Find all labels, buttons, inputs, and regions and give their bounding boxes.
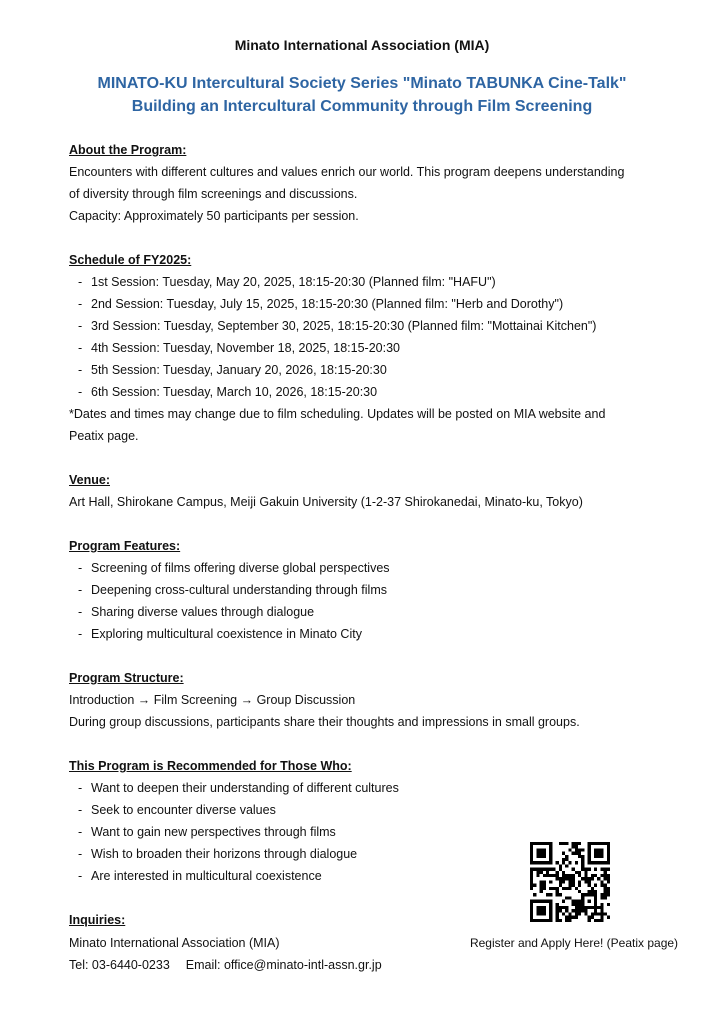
about-text-line-1: Encounters with different cultures and values enrich our world. This program deepens understanding: [69, 165, 625, 179]
recommended-heading: This Program is Recommended for Those Who:: [69, 759, 352, 773]
structure-text: During group discussions, participants share their thoughts and impressions in small groups.: [69, 715, 580, 729]
about-text-line-2: of diversity through film screenings and discussions.: [69, 187, 358, 201]
organization-title: Minato International Association (MIA): [234, 37, 490, 53]
list-item: - Screening of films offering diverse global perspectives: [78, 561, 390, 575]
list-item: - 3rd Session: Tuesday, September 30, 2025, 18:15-20:30 (Planned film: "Mottainai Kitchen"): [78, 319, 597, 333]
list-item: - 2nd Session: Tuesday, July 15, 2025, 18:15-20:30 (Planned film: "Herb and Dorothy"): [78, 297, 564, 311]
list-item: - 5th Session: Tuesday, January 20, 2026, 18:15-20:30: [78, 363, 387, 377]
schedule-note-line-2: Peatix page.: [69, 429, 139, 443]
list-item: - Are interested in multicultural coexistence: [78, 869, 322, 883]
list-item: - Deepening cross-cultural understanding through films: [78, 583, 387, 597]
contact-block: [69, 932, 382, 976]
inquiries-heading: Inquiries:: [69, 913, 126, 927]
qr-code-icon[interactable]: [530, 842, 610, 922]
contact-org: Minato International Association (MIA): [69, 936, 280, 950]
list-item: - Sharing diverse values through dialogue: [78, 605, 315, 619]
structure-heading: Program Structure:: [69, 671, 184, 685]
capacity-text: Capacity: Approximately 50 participants per session.: [69, 209, 359, 223]
about-heading: About the Program:: [69, 143, 187, 157]
list-item: - Wish to broaden their horizons through dialogue: [78, 847, 358, 861]
main-title-line-2: Building an Intercultural Community through Film Screening: [131, 98, 593, 115]
list-item: - 4th Session: Tuesday, November 18, 2025, 18:15-20:30: [78, 341, 400, 355]
main-title-line-1: MINATO-KU Intercultural Society Series "Minato TABUNKA Cine-Talk": [97, 75, 627, 92]
list-item: - Want to deepen their understanding of different cultures: [78, 781, 399, 795]
list-item: - Want to gain new perspectives through films: [78, 825, 336, 839]
features-heading: Program Features:: [69, 539, 181, 553]
list-item: - Exploring multicultural coexistence in Minato City: [78, 627, 362, 641]
contact-line: [69, 954, 382, 976]
schedule-note-line-1: *Dates and times may change due to film scheduling. Updates will be posted on MIA website and: [69, 407, 606, 421]
venue-heading: Venue:: [69, 473, 110, 487]
list-item: - 1st Session: Tuesday, May 20, 2025, 18:15-20:30 (Planned film: "HAFU"): [78, 275, 496, 289]
venue-text: Art Hall, Shirokane Campus, Meiji Gakuin University (1-2-37 Shirokanedai, Minato-ku, Tokyo): [69, 495, 583, 509]
content-body: [69, 139, 659, 931]
main-title: [0, 72, 724, 118]
list-item: - 6th Session: Tuesday, March 10, 2026, 18:15-20:30: [78, 385, 378, 399]
schedule-heading: Schedule of FY2025:: [69, 253, 192, 267]
list-item: - Seek to encounter diverse values: [78, 803, 276, 817]
contact-tel: Tel: 03-6440-0233: [69, 958, 170, 972]
contact-email: Email: office@minato-intl-assn.gr.jp: [185, 958, 382, 972]
structure-flow: Introduction → Film Screening → Group Discussion: [69, 693, 356, 707]
register-caption: Register and Apply Here! (Peatix page): [469, 936, 679, 950]
